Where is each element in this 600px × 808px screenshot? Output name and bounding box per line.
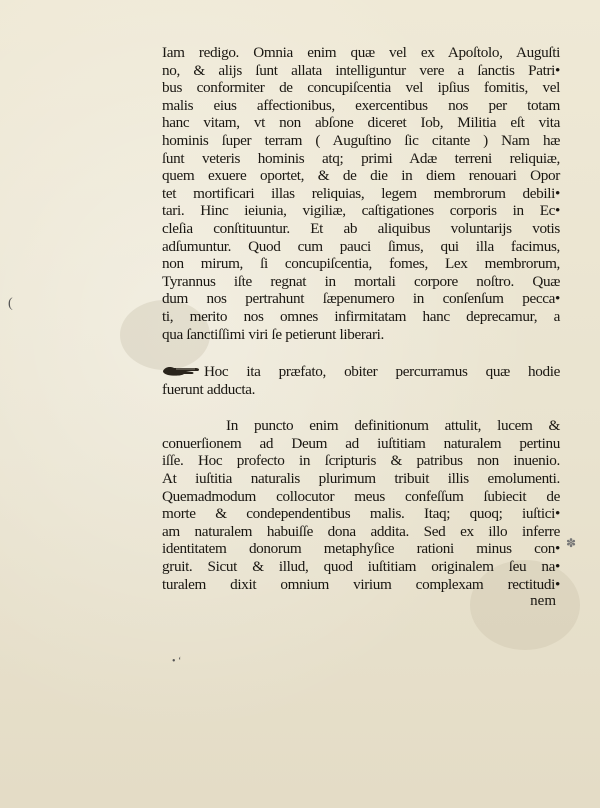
- text-line: tari. Hinc ieiunia, vigiliæ, caſtigationes corporis in Ec•: [162, 202, 560, 220]
- text-line: At iuſtitia naturalis plurimum tribuit illis emolumenti.: [162, 470, 560, 488]
- text-line: [162, 363, 560, 381]
- margin-mark: (: [8, 296, 13, 311]
- paragraph: [162, 44, 560, 343]
- text-line: hanc vitam, vt non abſone diceret Iob, Militia eſt vita: [162, 114, 560, 132]
- paragraph: [162, 363, 560, 398]
- text-line: Quemadmodum collocutor meus confeſſum ſubiecit de: [162, 487, 560, 505]
- text-line: Tyrannus iſte regnat in mortali corpore noſtro. Quæ: [162, 272, 560, 290]
- text-column: [162, 44, 560, 611]
- text-line: gruit. Sicut & illud, quod iuſtitiam originalem ſeu na•: [162, 558, 560, 576]
- text-line: Iam redigo. Omnia enim quæ vel ex Apoſtolo, Auguſti: [162, 44, 560, 61]
- text-line: malis eius affectionibus, exercentibus nos per totam: [162, 96, 560, 114]
- text-line: fuerunt adducta.: [162, 380, 256, 398]
- text-line: morte & condependentibus malis. Itaq; quoq; iuſtici•: [162, 505, 560, 523]
- text-line: quem exuere oportet, & de die in diem renouari Opor: [162, 167, 560, 185]
- text-line: In puncto enim definitionum attulit, lucem &: [226, 417, 560, 435]
- text-line: iſſe. Hoc profecto in ſcripturis & patribus non inuenio.: [162, 452, 560, 470]
- manicule-icon: [162, 365, 202, 377]
- text-line: identitatem donorum metaphyſice rationi minus con•: [162, 540, 560, 558]
- text-line: turalem dixit omnium virium complexam rectitudi•: [162, 575, 560, 593]
- text-line: hominis ſuper terram ( Auguſtino ſic citante ) Nam hæ: [162, 131, 560, 149]
- ink-speck: ✽: [566, 536, 577, 550]
- ink-speck: • ‘: [172, 656, 182, 667]
- text-line: adſumuntur. Quod cum pauci ſimus, qui illa facimus,: [162, 237, 560, 255]
- text-line: non mirum, ſi concupiſcentia, fomes, Lex membrorum,: [162, 255, 560, 273]
- text-line: cleſia conſtituuntur. Et ab aliquibus voluntarijs votis: [162, 219, 560, 237]
- text-line: ti, merito nos omnes infirmitatam hanc deprecamur, a: [162, 307, 560, 325]
- text-line: dum nos pertrahunt ſæpenumero in conſenſum pecca•: [162, 290, 560, 308]
- text-line: bus conformiter de concupiſcentia vel ipſius fomitis, vel: [162, 79, 560, 97]
- text-line: am naturalem habuiſſe dona addita. Sed ex illo inferre: [162, 522, 560, 540]
- text-line: no, & alijs ſunt allata intelliguntur vere a ſanctis Patri•: [162, 61, 560, 79]
- text-line: tet mortificari illas reliquias, legem membrorum debili•: [162, 184, 560, 202]
- paragraph: [162, 417, 560, 611]
- catchword: nem: [530, 593, 556, 610]
- text-line: conuerſionem ad Deum ad iuſtitiam naturalem pertinu: [162, 434, 560, 452]
- paragraph2-line1-text: Hoc ita præfato, obiter percurramus quæ hodie: [204, 363, 560, 381]
- text-line: qua ſanctiſſimi viri ſe petierunt liberari.: [162, 325, 384, 343]
- text-line: ſunt veteris hominis atq; primi Adæ terreni reliquiæ,: [162, 149, 560, 167]
